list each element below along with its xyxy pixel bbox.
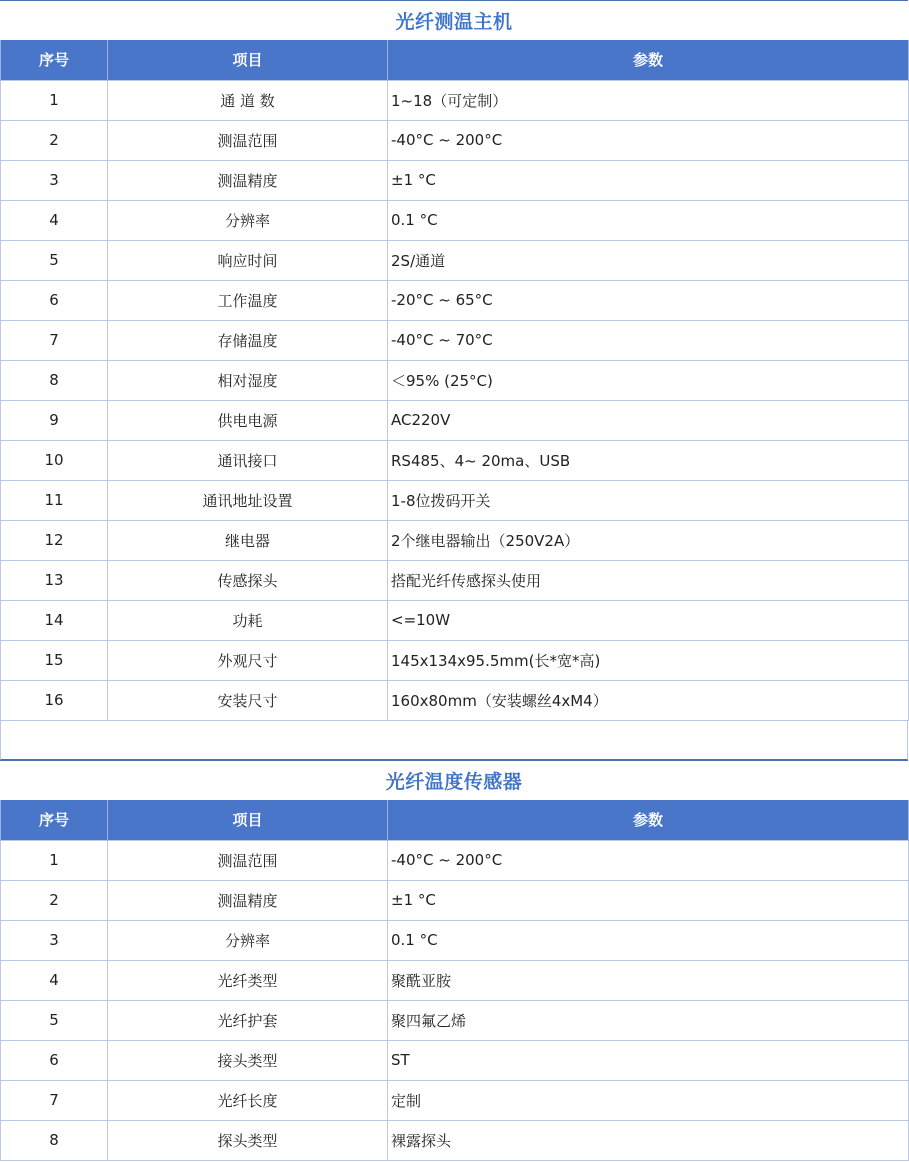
- row-param-cell: ＜95% (25°C): [388, 360, 909, 400]
- row-index-cell: 5: [1, 1000, 108, 1040]
- table-row: [1, 640, 909, 680]
- section-spacer: [0, 721, 908, 760]
- row-param-cell: 搭配光纤传感探头使用: [388, 560, 909, 600]
- table-row: [1, 480, 909, 520]
- row-param-cell: 2个继电器输出（250V2A）: [388, 520, 909, 560]
- table-row: [1, 280, 909, 320]
- row-param-cell: -40°C ~ 200°C: [388, 120, 909, 160]
- table-row: [1, 1040, 909, 1080]
- table-row: [1, 80, 909, 120]
- table-row: [1, 880, 909, 920]
- row-param-cell: 聚酰亚胺: [388, 960, 909, 1000]
- row-param-cell: 160x80mm（安装螺丝4xM4）: [388, 680, 909, 720]
- header-index: 序号: [1, 800, 108, 840]
- row-index-cell: 1: [1, 840, 108, 880]
- header-index: 序号: [1, 40, 108, 80]
- row-item-cell: 存储温度: [108, 320, 388, 360]
- table-row: [1, 920, 909, 960]
- row-param-cell: 裸露探头: [388, 1120, 909, 1160]
- row-param-cell: <=10W: [388, 600, 909, 640]
- row-index-cell: 5: [1, 240, 108, 280]
- row-index-cell: 4: [1, 960, 108, 1000]
- row-item-cell: 安装尺寸: [108, 680, 388, 720]
- row-index-cell: 11: [1, 480, 108, 520]
- header-param: 参数: [388, 40, 909, 80]
- row-param-cell: 2S/通道: [388, 240, 909, 280]
- table-row: [1, 1080, 909, 1120]
- row-item-cell: 测温精度: [108, 880, 388, 920]
- row-index-cell: 15: [1, 640, 108, 680]
- row-param-cell: 1~18（可定制）: [388, 80, 909, 120]
- row-item-cell: 接头类型: [108, 1040, 388, 1080]
- row-item-cell: 测温范围: [108, 840, 388, 880]
- header-item: 项目: [108, 40, 388, 80]
- row-param-cell: ±1 °C: [388, 880, 909, 920]
- row-item-cell: 继电器: [108, 520, 388, 560]
- table-row: [1, 520, 909, 560]
- row-index-cell: 8: [1, 360, 108, 400]
- row-index-cell: 3: [1, 160, 108, 200]
- table-row: [1, 320, 909, 360]
- row-index-cell: 13: [1, 560, 108, 600]
- row-item-cell: 测温精度: [108, 160, 388, 200]
- row-item-cell: 传感探头: [108, 560, 388, 600]
- host-spec-table: [0, 40, 909, 721]
- row-index-cell: 1: [1, 80, 108, 120]
- row-index-cell: 3: [1, 920, 108, 960]
- row-param-cell: ±1 °C: [388, 160, 909, 200]
- row-param-cell: -40°C ~ 70°C: [388, 320, 909, 360]
- table-row: [1, 960, 909, 1000]
- row-param-cell: RS485、4~ 20ma、USB: [388, 440, 909, 480]
- row-item-cell: 探头类型: [108, 1120, 388, 1160]
- table-row: [1, 600, 909, 640]
- row-item-cell: 功耗: [108, 600, 388, 640]
- row-index-cell: 6: [1, 1040, 108, 1080]
- table-row: [1, 1000, 909, 1040]
- row-param-cell: 0.1 °C: [388, 920, 909, 960]
- row-item-cell: 相对湿度: [108, 360, 388, 400]
- row-item-cell: 光纤类型: [108, 960, 388, 1000]
- row-param-cell: AC220V: [388, 400, 909, 440]
- row-item-cell: 光纤护套: [108, 1000, 388, 1040]
- table-row: [1, 400, 909, 440]
- row-item-cell: 通讯地址设置: [108, 480, 388, 520]
- sensor-title-bar: [0, 760, 908, 800]
- row-index-cell: 8: [1, 1120, 108, 1160]
- row-item-cell: 分辨率: [108, 200, 388, 240]
- table-row: [1, 200, 909, 240]
- row-param-cell: 0.1 °C: [388, 200, 909, 240]
- table-row: [1, 560, 909, 600]
- host-header-row: [1, 40, 909, 80]
- sensor-title: 光纤温度传感器: [385, 771, 523, 793]
- row-index-cell: 10: [1, 440, 108, 480]
- sensor-table-body: [1, 840, 909, 1160]
- sensor-header-row: [1, 800, 909, 840]
- row-item-cell: 外观尺寸: [108, 640, 388, 680]
- table-row: [1, 360, 909, 400]
- row-index-cell: 2: [1, 880, 108, 920]
- sensor-spec-table: [0, 800, 909, 1161]
- table-row: [1, 440, 909, 480]
- row-item-cell: 通讯接口: [108, 440, 388, 480]
- row-item-cell: 通 道 数: [108, 80, 388, 120]
- host-title-bar: [0, 0, 908, 40]
- row-item-cell: 供电电源: [108, 400, 388, 440]
- row-item-cell: 测温范围: [108, 120, 388, 160]
- row-item-cell: 响应时间: [108, 240, 388, 280]
- row-index-cell: 6: [1, 280, 108, 320]
- table-row: [1, 1120, 909, 1160]
- row-param-cell: -20°C ~ 65°C: [388, 280, 909, 320]
- row-param-cell: 1-8位拨码开关: [388, 480, 909, 520]
- sensor-spec-section: [0, 760, 908, 1161]
- row-index-cell: 14: [1, 600, 108, 640]
- table-row: [1, 160, 909, 200]
- row-index-cell: 9: [1, 400, 108, 440]
- host-title: 光纤测温主机: [395, 11, 513, 33]
- row-index-cell: 7: [1, 320, 108, 360]
- row-index-cell: 7: [1, 1080, 108, 1120]
- row-index-cell: 16: [1, 680, 108, 720]
- header-param: 参数: [388, 800, 909, 840]
- table-row: [1, 240, 909, 280]
- row-index-cell: 2: [1, 120, 108, 160]
- row-param-cell: 定制: [388, 1080, 909, 1120]
- row-item-cell: 光纤长度: [108, 1080, 388, 1120]
- table-row: [1, 680, 909, 720]
- header-item: 项目: [108, 800, 388, 840]
- table-row: [1, 120, 909, 160]
- row-index-cell: 12: [1, 520, 108, 560]
- row-param-cell: 聚四氟乙烯: [388, 1000, 909, 1040]
- row-item-cell: 分辨率: [108, 920, 388, 960]
- row-index-cell: 4: [1, 200, 108, 240]
- row-item-cell: 工作温度: [108, 280, 388, 320]
- host-table-body: [1, 80, 909, 720]
- table-row: [1, 840, 909, 880]
- row-param-cell: 145x134x95.5mm(长*宽*高): [388, 640, 909, 680]
- row-param-cell: ST: [388, 1040, 909, 1080]
- row-param-cell: -40°C ~ 200°C: [388, 840, 909, 880]
